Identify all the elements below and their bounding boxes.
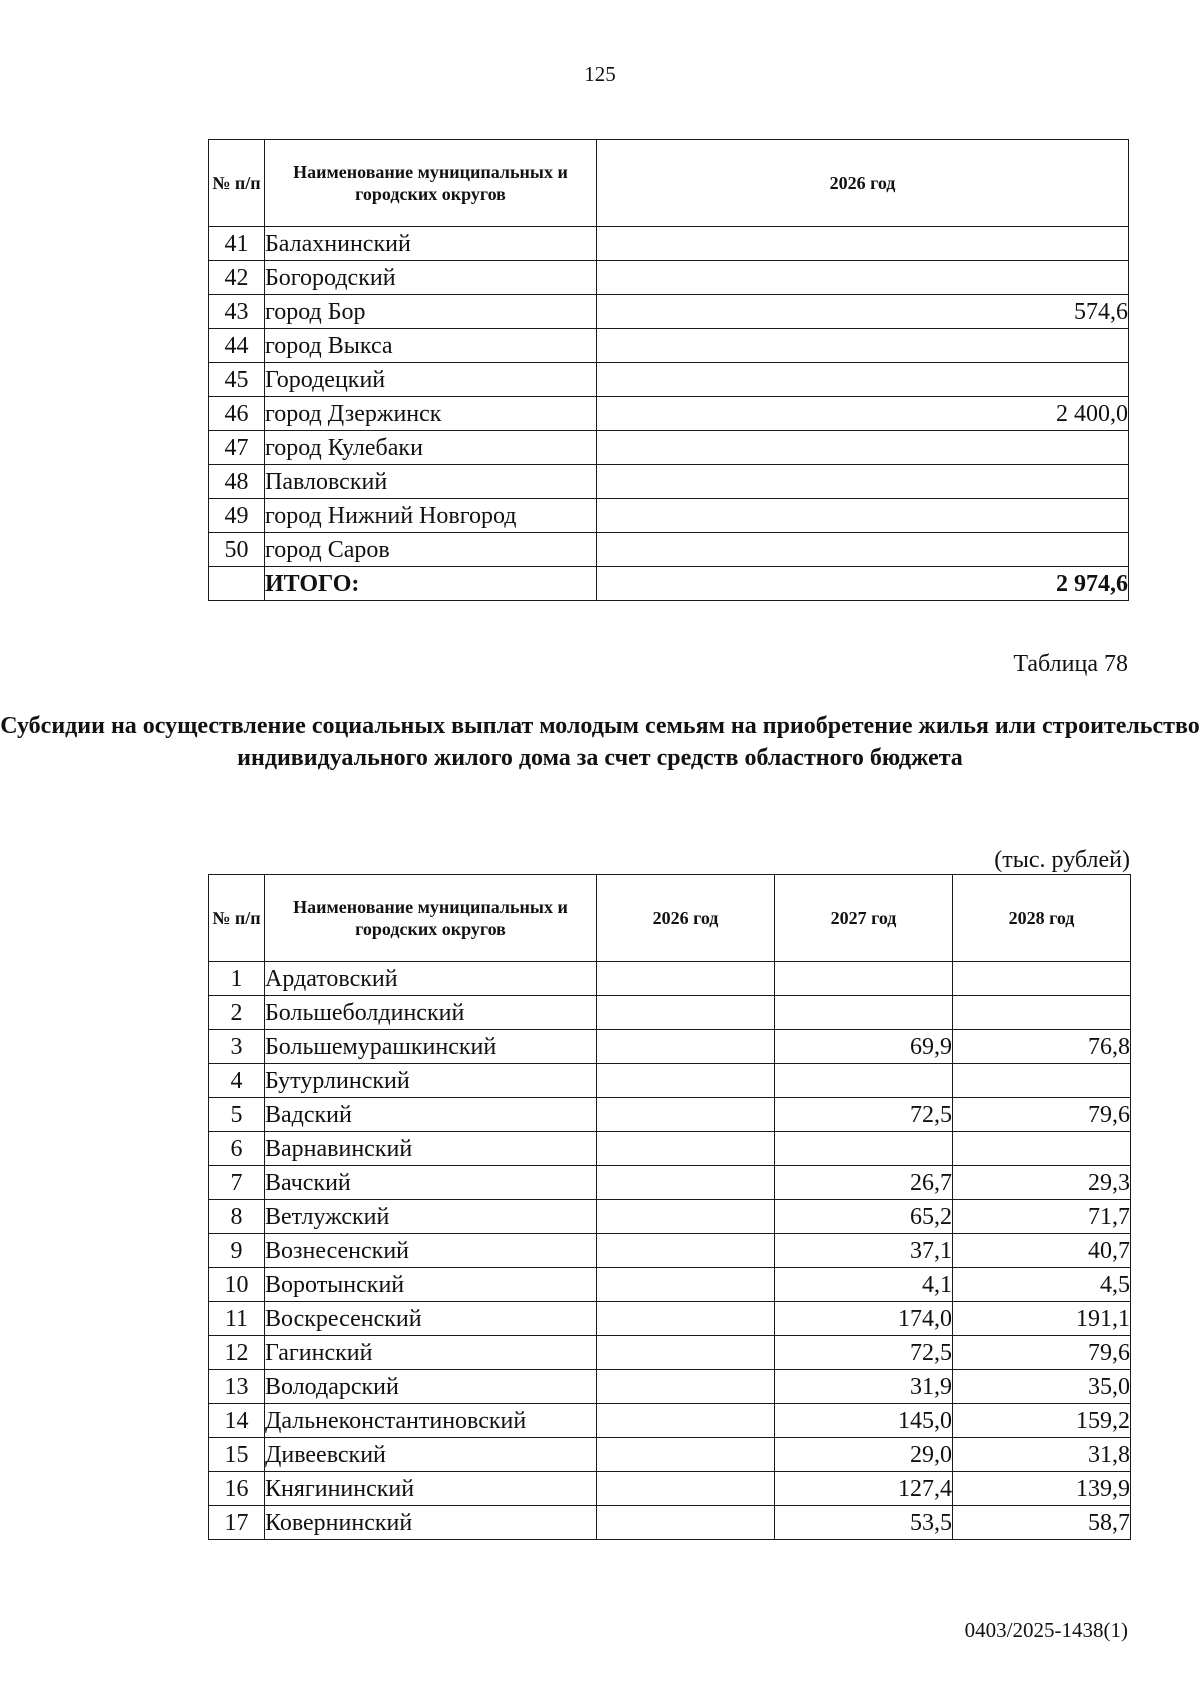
- row-number: 50: [209, 533, 265, 567]
- row-number: 48: [209, 465, 265, 499]
- row-value-2027: 53,5: [775, 1506, 953, 1540]
- row-number: 42: [209, 261, 265, 295]
- header-2026: 2026 год: [597, 875, 775, 962]
- row-name: Павловский: [265, 465, 597, 499]
- row-name: Большеболдинский: [265, 996, 597, 1030]
- row-value-2026: [597, 499, 1129, 533]
- row-value-2026: [597, 1268, 775, 1302]
- header-num: № п/п: [209, 875, 265, 962]
- row-value-2028: 76,8: [953, 1030, 1131, 1064]
- row-value-2026: [597, 1438, 775, 1472]
- row-value-2028: 139,9: [953, 1472, 1131, 1506]
- table-row: [209, 1064, 1131, 1098]
- row-number: 41: [209, 227, 265, 261]
- units-label: (тыс. рублей): [994, 847, 1130, 873]
- table-row: [209, 996, 1131, 1030]
- row-name: Бутурлинский: [265, 1064, 597, 1098]
- row-value-2028: 29,3: [953, 1166, 1131, 1200]
- row-value-2028: 159,2: [953, 1404, 1131, 1438]
- row-number: 44: [209, 329, 265, 363]
- table-row: [209, 499, 1129, 533]
- row-name: Дальнеконстантиновский: [265, 1404, 597, 1438]
- row-number: 13: [209, 1370, 265, 1404]
- row-value-2027: [775, 996, 953, 1030]
- row-value-2028: [953, 1132, 1131, 1166]
- table-continuation: [208, 139, 1129, 601]
- table-row: [209, 1336, 1131, 1370]
- row-value-2026: [597, 1234, 775, 1268]
- table-row: [209, 1302, 1131, 1336]
- row-value-2028: 31,8: [953, 1438, 1131, 1472]
- document-code: 0403/2025-1438(1): [964, 1618, 1128, 1642]
- table-row: [209, 1132, 1131, 1166]
- row-number: 47: [209, 431, 265, 465]
- row-value-2027: 174,0: [775, 1302, 953, 1336]
- row-value-2026: [597, 1336, 775, 1370]
- row-name: Вознесенский: [265, 1234, 597, 1268]
- row-value-2027: 4,1: [775, 1268, 953, 1302]
- row-name: Богородский: [265, 261, 597, 295]
- row-number: 1: [209, 962, 265, 996]
- row-value-2026: [597, 1132, 775, 1166]
- row-name: Вачский: [265, 1166, 597, 1200]
- row-value-2027: 65,2: [775, 1200, 953, 1234]
- row-number: 2: [209, 996, 265, 1030]
- table-row: [209, 1030, 1131, 1064]
- row-value-2026: [597, 431, 1129, 465]
- row-value-2026: [597, 1302, 775, 1336]
- header-name: Наименование муниципальных и городских округов: [265, 875, 597, 962]
- table-row: [209, 1200, 1131, 1234]
- table-row: [209, 1506, 1131, 1540]
- header-2026: 2026 год: [597, 140, 1129, 227]
- row-value-2028: 191,1: [953, 1302, 1131, 1336]
- row-name: Вадский: [265, 1098, 597, 1132]
- row-number: 17: [209, 1506, 265, 1540]
- table-row: [209, 1166, 1131, 1200]
- row-name: Ардатовский: [265, 962, 597, 996]
- table-row: [209, 431, 1129, 465]
- table-row: [209, 1438, 1131, 1472]
- row-value-2026: [597, 1166, 775, 1200]
- total-number-cell: [209, 567, 265, 601]
- table-row: [209, 397, 1129, 431]
- row-value-2026: [597, 1404, 775, 1438]
- row-value-2027: 37,1: [775, 1234, 953, 1268]
- table-row: [209, 1472, 1131, 1506]
- row-name: город Кулебаки: [265, 431, 597, 465]
- row-name: город Бор: [265, 295, 597, 329]
- header-num: № п/п: [209, 140, 265, 227]
- row-name: Большемурашкинский: [265, 1030, 597, 1064]
- table-row: [209, 465, 1129, 499]
- row-number: 4: [209, 1064, 265, 1098]
- row-value-2026: [597, 329, 1129, 363]
- row-value-2028: 79,6: [953, 1336, 1131, 1370]
- row-value-2028: [953, 1064, 1131, 1098]
- table-row: [209, 329, 1129, 363]
- row-number: 46: [209, 397, 265, 431]
- table-header-row: [209, 875, 1131, 962]
- row-value-2028: 40,7: [953, 1234, 1131, 1268]
- row-number: 14: [209, 1404, 265, 1438]
- row-value-2026: [597, 533, 1129, 567]
- row-number: 5: [209, 1098, 265, 1132]
- row-number: 3: [209, 1030, 265, 1064]
- table-row: [209, 1098, 1131, 1132]
- row-number: 49: [209, 499, 265, 533]
- row-value-2027: 69,9: [775, 1030, 953, 1064]
- row-number: 10: [209, 1268, 265, 1302]
- table-header-row: [209, 140, 1129, 227]
- row-number: 11: [209, 1302, 265, 1336]
- row-number: 45: [209, 363, 265, 397]
- row-name: Воскресенский: [265, 1302, 597, 1336]
- row-number: 16: [209, 1472, 265, 1506]
- row-name: Володарский: [265, 1370, 597, 1404]
- row-value-2026: 2 400,0: [597, 397, 1129, 431]
- row-value-2026: [597, 363, 1129, 397]
- total-row: [209, 567, 1129, 601]
- table-row: [209, 1234, 1131, 1268]
- row-value-2026: [597, 1370, 775, 1404]
- row-number: 12: [209, 1336, 265, 1370]
- row-value-2027: 29,0: [775, 1438, 953, 1472]
- row-value-2027: [775, 1064, 953, 1098]
- row-name: город Дзержинск: [265, 397, 597, 431]
- row-number: 9: [209, 1234, 265, 1268]
- row-value-2026: [597, 1098, 775, 1132]
- table-row: [209, 962, 1131, 996]
- row-value-2028: [953, 962, 1131, 996]
- row-value-2027: 31,9: [775, 1370, 953, 1404]
- table-row: [209, 1370, 1131, 1404]
- header-2028: 2028 год: [953, 875, 1131, 962]
- table-title: [0, 710, 1200, 774]
- row-value-2028: 4,5: [953, 1268, 1131, 1302]
- row-name: Гагинский: [265, 1336, 597, 1370]
- row-name: Городецкий: [265, 363, 597, 397]
- table-row: [209, 1268, 1131, 1302]
- table-row: [209, 261, 1129, 295]
- row-number: 8: [209, 1200, 265, 1234]
- row-value-2028: [953, 996, 1131, 1030]
- row-name: Ковернинский: [265, 1506, 597, 1540]
- table-row: [209, 1404, 1131, 1438]
- row-name: город Нижний Новгород: [265, 499, 597, 533]
- row-value-2026: [597, 1472, 775, 1506]
- row-value-2027: [775, 1132, 953, 1166]
- row-name: Княгининский: [265, 1472, 597, 1506]
- row-value-2026: [597, 1064, 775, 1098]
- row-value-2026: [597, 1506, 775, 1540]
- row-value-2028: 35,0: [953, 1370, 1131, 1404]
- row-number: 15: [209, 1438, 265, 1472]
- table-row: [209, 363, 1129, 397]
- row-number: 43: [209, 295, 265, 329]
- row-value-2027: 145,0: [775, 1404, 953, 1438]
- page-number: 125: [584, 62, 616, 86]
- total-value-2026: 2 974,6: [597, 567, 1129, 601]
- row-value-2026: [597, 465, 1129, 499]
- row-value-2027: 26,7: [775, 1166, 953, 1200]
- row-number: 6: [209, 1132, 265, 1166]
- row-value-2026: [597, 1030, 775, 1064]
- row-value-2026: 574,6: [597, 295, 1129, 329]
- row-value-2028: 58,7: [953, 1506, 1131, 1540]
- header-name: Наименование муниципальных и городских округов: [265, 140, 597, 227]
- row-name: Балахнинский: [265, 227, 597, 261]
- row-name: город Выкса: [265, 329, 597, 363]
- row-value-2028: 71,7: [953, 1200, 1131, 1234]
- table-caption: Таблица 78: [1013, 651, 1128, 677]
- row-value-2026: [597, 261, 1129, 295]
- row-value-2028: 79,6: [953, 1098, 1131, 1132]
- row-name: город Саров: [265, 533, 597, 567]
- table-row: [209, 295, 1129, 329]
- table-title-text: Субсидии на осуществление социальных выплат молодым семьям на приобретение жилья или строительство индивидуального жилого дома за счет средств областного бюджета: [0, 713, 1200, 771]
- row-number: 7: [209, 1166, 265, 1200]
- row-value-2027: 72,5: [775, 1336, 953, 1370]
- row-name: Варнавинский: [265, 1132, 597, 1166]
- row-value-2027: 127,4: [775, 1472, 953, 1506]
- row-value-2026: [597, 1200, 775, 1234]
- total-label: ИТОГО:: [265, 567, 597, 601]
- row-value-2026: [597, 996, 775, 1030]
- row-name: Воротынский: [265, 1268, 597, 1302]
- row-name: Ветлужский: [265, 1200, 597, 1234]
- row-value-2026: [597, 962, 775, 996]
- table-row: [209, 533, 1129, 567]
- table-row: [209, 227, 1129, 261]
- row-value-2027: 72,5: [775, 1098, 953, 1132]
- row-value-2027: [775, 962, 953, 996]
- row-value-2026: [597, 227, 1129, 261]
- table-78: [208, 874, 1131, 1540]
- header-2027: 2027 год: [775, 875, 953, 962]
- row-name: Дивеевский: [265, 1438, 597, 1472]
